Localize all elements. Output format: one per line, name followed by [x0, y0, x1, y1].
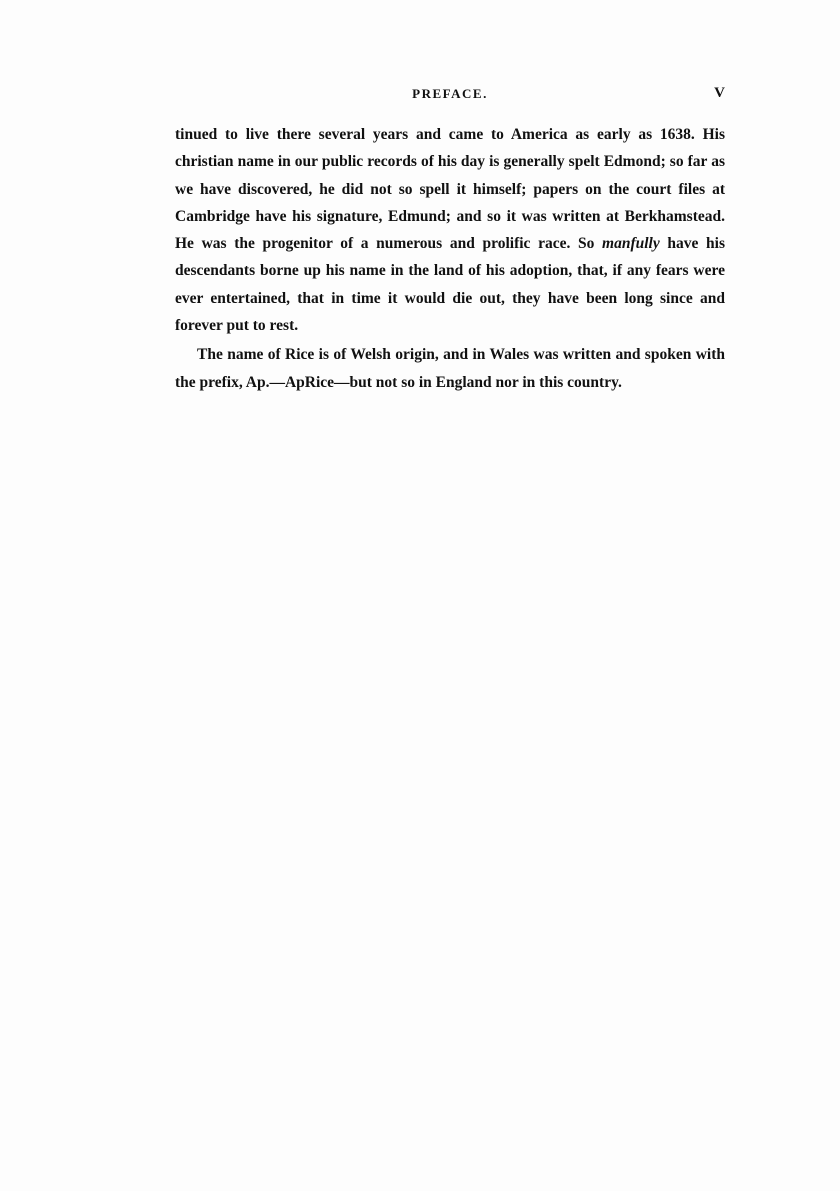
emphasis-text: manfully	[602, 235, 660, 253]
paragraph-welsh-origin: The name of Rice is of Welsh origin, and in Wales was written and spoken with the prefix, Ap.—ApRice—but not so in England nor in this country.	[175, 346, 725, 391]
running-title: PREFACE.	[412, 86, 488, 101]
paragraph-continued	[175, 121, 725, 339]
running-head	[175, 86, 725, 108]
body-text	[175, 121, 725, 396]
paragraph-text: have his descendants borne up his name in the land of his adoption, that, if any fears were ever entertained, that in time it would die out, they have been long since and forever put to rest.	[175, 235, 725, 335]
page-number: V	[714, 85, 725, 101]
paragraph-text: tinued to live there several years and came to America as early as 1638. His christian name in our public records of his day is generally spelt Edmond; so far as we have discovered, he did not so spell it himself; papers on the court files at Cambridge have his signature, Edmund; and so it was written at Berkhamstead. He was the progenitor of a numerous and prolific race. So	[175, 126, 725, 253]
